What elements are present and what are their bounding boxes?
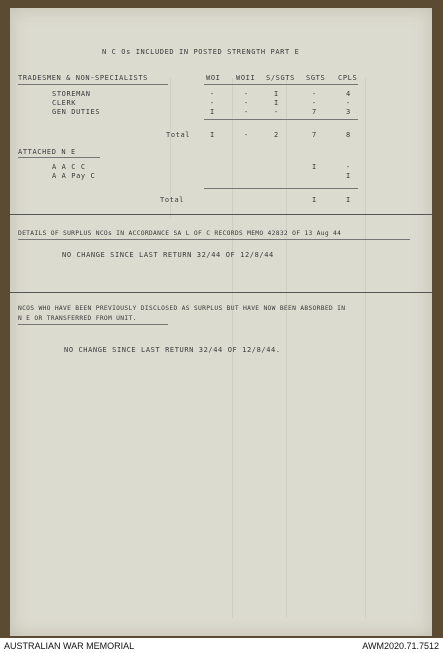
- row-trade: STOREMAN: [52, 90, 91, 98]
- form-grid-line: [286, 78, 287, 618]
- absorbed-heading-line1: NCOS WHO HAVE BEEN PREVIOUSLY DISCLOSED AS SURPLUS BUT HAVE NOW BEEN ABSORBED IN: [18, 305, 346, 312]
- row-trade: CLERK: [52, 99, 77, 107]
- section-divider: [10, 292, 432, 293]
- total-rule: [204, 188, 358, 189]
- row-ssgts: -: [274, 108, 279, 116]
- total-label: Total: [166, 131, 191, 139]
- header-underline: [204, 84, 358, 85]
- row-sgts: 7: [312, 108, 317, 116]
- total-sgts: I: [312, 196, 317, 204]
- absorbed-heading-line2: N E OR TRANSFERRED FROM UNIT.: [18, 315, 137, 322]
- total-ssgts: 2: [274, 131, 279, 139]
- attached-row-cpls: -: [346, 163, 351, 171]
- header-underline: [18, 84, 168, 85]
- row-trade: GEN DUTIES: [52, 108, 101, 116]
- document-page: [10, 8, 432, 636]
- header-woi: WOI: [206, 74, 221, 82]
- total-sgts: 7: [312, 131, 317, 139]
- row-woi: -: [210, 99, 215, 107]
- attached-row-trade: A A Pay C: [52, 172, 96, 180]
- row-ssgts: I: [274, 99, 279, 107]
- total-rule: [204, 119, 358, 120]
- row-woi: -: [210, 90, 215, 98]
- absorbed-underline: [18, 324, 168, 325]
- row-woii: -: [244, 108, 249, 116]
- attached-row-cpls: I: [346, 172, 351, 180]
- surplus-underline: [18, 239, 410, 240]
- form-title: N C Os INCLUDED IN POSTED STRENGTH PART E: [102, 48, 300, 56]
- surplus-text: NO CHANGE SINCE LAST RETURN 32/44 OF 12/8/44: [62, 251, 274, 259]
- total-woi: I: [210, 131, 215, 139]
- row-cpls: 3: [346, 108, 351, 116]
- total-woii: -: [244, 131, 249, 139]
- footer-accession-number: AWM2020.71.7512: [362, 641, 439, 651]
- surplus-heading: DETAILS OF SURPLUS NCOs IN ACCORDANCE SA L OF C RECORDS MEMO 42832 OF 13 Aug 44: [18, 230, 342, 237]
- form-grid-line: [365, 78, 366, 618]
- row-cpls: -: [346, 99, 351, 107]
- section-divider: [10, 214, 432, 215]
- row-woii: -: [244, 99, 249, 107]
- header-trade: TRADESMEN & NON-SPECIALISTS: [18, 74, 148, 82]
- row-sgts: -: [312, 90, 317, 98]
- header-cpls: CPLS: [338, 74, 358, 82]
- attached-row-sgts: I: [312, 163, 317, 171]
- row-woi: I: [210, 108, 215, 116]
- total-cpls: 8: [346, 131, 351, 139]
- attached-row-trade: A A C C: [52, 163, 86, 171]
- row-sgts: -: [312, 99, 317, 107]
- row-ssgts: I: [274, 90, 279, 98]
- attached-underline: [18, 157, 100, 158]
- header-sgts: SGTS: [306, 74, 326, 82]
- row-woii: -: [244, 90, 249, 98]
- total-label: Total: [160, 196, 185, 204]
- total-cpls: I: [346, 196, 351, 204]
- header-ssgts: S/SGTS: [266, 74, 295, 82]
- footer-institution: AUSTRALIAN WAR MEMORIAL: [4, 641, 135, 651]
- row-cpls: 4: [346, 90, 351, 98]
- attached-heading: ATTACHED N E: [18, 148, 76, 156]
- archive-footer: [0, 638, 443, 653]
- header-woii: WOII: [236, 74, 256, 82]
- absorbed-text: NO CHANGE SINCE LAST RETURN 32/44 OF 12/8/44.: [64, 346, 281, 354]
